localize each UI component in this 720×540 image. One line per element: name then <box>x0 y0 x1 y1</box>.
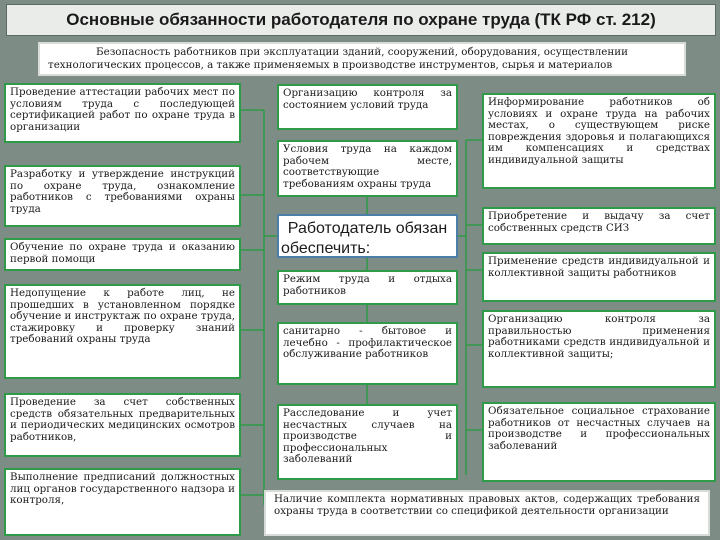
middle-box-2: Условия труда на каждом рабочем месте, соответствующие требованиям охраны труда <box>277 140 458 197</box>
middle-box-5: Расследование и учет несчастных случаев на производстве и профессиональных заболеваний <box>277 404 458 480</box>
middle-box-4: санитарно - бытовое и лечебно - профилактическое обслуживание работников <box>277 322 458 385</box>
left-box-1: Проведение аттестации рабочих мест по условиям труда с последующей сертификацией работ по охране труда в организации <box>4 83 241 143</box>
employer-obliged-box: Работодатель обязан обеспечить: <box>277 214 458 258</box>
left-box-6: Выполнение предписаний должностных лиц органов государственного надзора и контроля, <box>4 468 241 536</box>
right-box-5: Обязательное социальное страхование работников от несчастных случаев на производстве и профессиональных заболеваний <box>482 402 716 482</box>
left-box-5: Проведение за счет собственных средств обязательных предварительных и периодических медицинских осмотров работников, <box>4 393 241 457</box>
left-box-3: Обучение по охране труда и оказанию первой помощи <box>4 238 241 271</box>
middle-box-1: Организацию контроля за состоянием условий труда <box>277 84 458 130</box>
bottom-box: Наличие комплекта нормативных правовых актов, содержащих требования охраны труда в соответствии со спецификой деятельности организации <box>264 490 710 536</box>
left-box-4: Недопущение к работе лиц, не прошедших в установленном порядке обучение и инструктаж по охране труда, стажировку и проверку знаний требований охраны труда <box>4 284 241 379</box>
right-box-1: Информирование работников об условиях и охране труда на рабочих местах, о существующем риске повреждения здоровья и полагающихся им компенсациях и средствах индивидуальной защиты <box>482 93 716 189</box>
right-box-3: Применение средств индивидуальной и коллективной защиты работников <box>482 252 716 302</box>
top-box: Безопасность работников при эксплуатации зданий, сооружений, оборудования, осуществлении технологических процессов, а также применяемых в производстве инструментов, сырья и материалов <box>38 42 686 76</box>
right-box-4: Организацию контроля за правильностью применения работниками средств индивидуальной и коллективной защиты; <box>482 310 716 388</box>
right-box-2: Приобретение и выдачу за счет собственных средств СИЗ <box>482 207 716 245</box>
page-title: Основные обязанности работодателя по охране труда (ТК РФ ст. 212) <box>6 4 716 36</box>
middle-box-3: Режим труда и отдыха работников <box>277 270 458 305</box>
left-box-2: Разработку и утверждение инструкций по охране труда, ознакомление работников с требованиями охраны труда <box>4 165 241 227</box>
